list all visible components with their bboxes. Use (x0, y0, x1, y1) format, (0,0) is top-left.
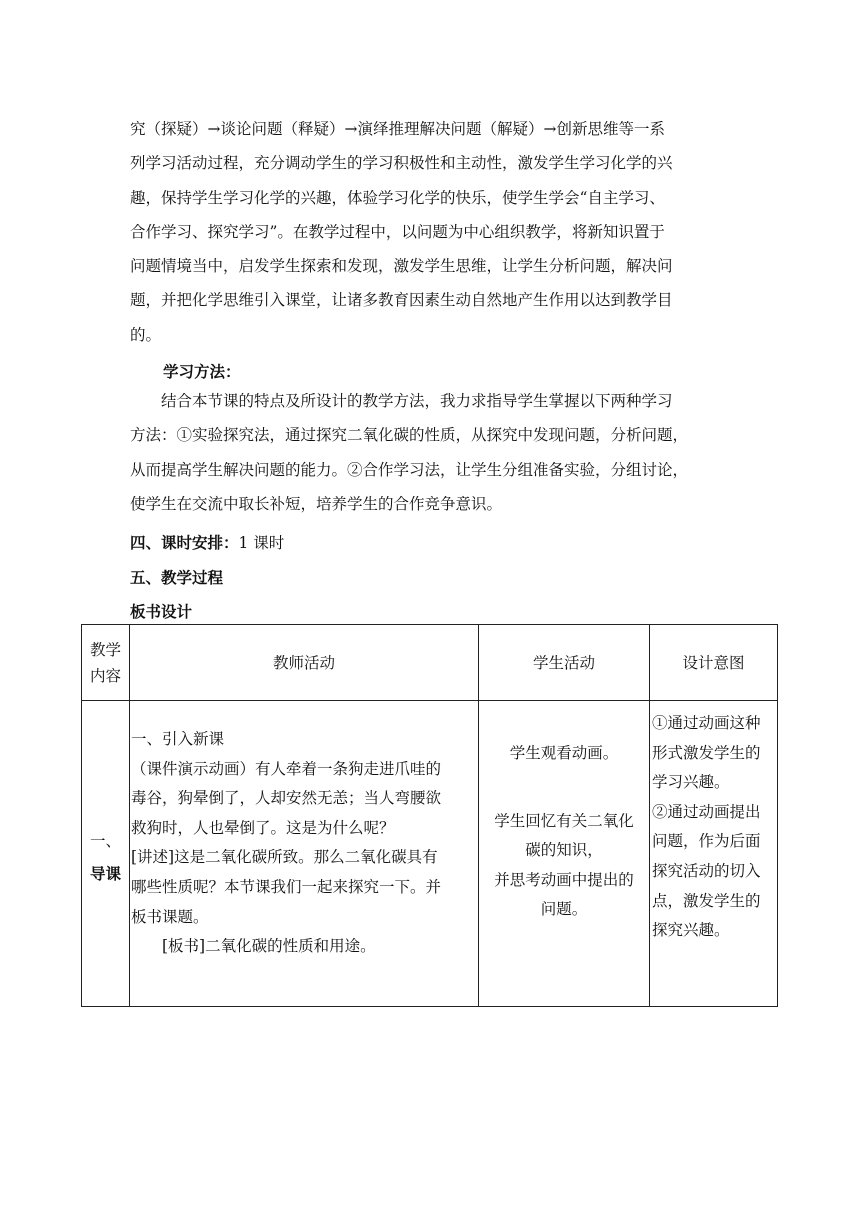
learning-method-heading: 学习方法： (163, 363, 241, 381)
teacher-line: 哪些性质呢？本节课我们一起来探究一下。并 (131, 877, 442, 896)
lesson-table (81, 624, 778, 1007)
learning-method-line: 结合本节课的特点及所设计的教学方法，我力求指导学生掌握以下两种学习 (161, 392, 673, 410)
section-cell (82, 701, 130, 1007)
teacher-line: 毒谷，狗晕倒了，人却安然无恙；当人弯腰欲 (131, 789, 442, 808)
teacher-line: [板书]二氧化碳的性质和用途。 (162, 937, 376, 956)
student-line: 碳的知识， (525, 841, 603, 860)
process-heading: 五、教学过程 (130, 569, 224, 587)
section-number: 一、 (89, 832, 121, 850)
teacher-line: 板书课题。 (131, 907, 209, 926)
teacher-line: 一、引入新课 (131, 730, 225, 748)
header-teacher-activity: 教师活动 (130, 625, 479, 701)
intro-line: 题，并把化学思维引入课堂，让诸多教育因素生动自然地产生作用以达到教学目 (130, 291, 673, 310)
learning-method-line: 使学生在交流中取长补短，培养学生的合作竞争意识。 (130, 494, 503, 513)
intro-line: 究（探疑）→谈论问题（释疑）→演绎推理解决问题（解疑）→创新思维等一系 (130, 120, 665, 138)
teacher-line: [讲述]这是二氧化碳所致。那么二氧化碳具有 (131, 848, 438, 867)
intent-line: 探究活动的切入 (652, 861, 761, 880)
intro-line: 的。 (130, 325, 162, 344)
student-activity-cell (479, 701, 650, 1007)
design-intent-cell (650, 701, 778, 1007)
intent-line: 点，激发学生的 (652, 891, 761, 910)
board-design-heading: 板书设计 (130, 603, 193, 621)
header-content-line: 内容 (89, 666, 121, 685)
section-name: 导课 (89, 865, 121, 883)
teacher-activity-cell (130, 701, 479, 1007)
table-header-row (82, 625, 778, 701)
teacher-line: （课件演示动画）有人牵着一条狗走进爪哇的 (131, 759, 442, 778)
header-teaching-content (82, 625, 130, 701)
student-line: 学生观看动画。 (509, 744, 619, 762)
student-line: 问题。 (540, 900, 588, 919)
student-line: 学生回忆有关二氧化 (494, 811, 634, 830)
header-design-intent: 设计意图 (650, 625, 778, 701)
intent-line: 问题，作为后面 (652, 832, 761, 851)
learning-method-line: 从而提高学生解决问题的能力。②合作学习法，让学生分组准备实验，分组讨论， (130, 460, 689, 479)
student-line: 并思考动画中提出的 (494, 870, 634, 889)
intent-line: ①通过动画这种 (652, 714, 761, 732)
table-row (82, 701, 778, 1007)
header-content-line: 教学 (89, 640, 121, 659)
intent-line: 学习兴趣。 (652, 773, 730, 792)
intro-line: 合作学习、探究学习”。在教学过程中，以问题为中心组织教学，将新知识置于 (130, 222, 665, 241)
intro-line: 列学习活动过程，充分调动学生的学习积极性和主动性，激发学生学习化学的兴 (130, 154, 673, 173)
learning-method-paragraph (130, 384, 745, 521)
schedule-value: 1 课时 (238, 534, 285, 552)
schedule-line (130, 531, 284, 555)
intro-line: 问题情境当中，启发学生探索和发现，激发学生思维，让学生分析问题，解决问 (130, 257, 673, 276)
teacher-line: 救狗时，人也晕倒了。这是为什么呢？ (131, 818, 395, 837)
intent-line: 探究兴趣。 (652, 921, 730, 940)
intent-line: 形式激发学生的 (652, 743, 761, 762)
header-student-activity: 学生活动 (479, 625, 650, 701)
learning-method-line: 方法：①实验探究法，通过探究二氧化碳的性质，从探究中发现问题，分析问题， (130, 426, 689, 445)
intent-line: ②通过动画提出 (652, 802, 761, 821)
schedule-label: 四、课时安排： (130, 534, 239, 552)
intro-line: 趣，保持学生学习化学的兴趣，体验学习化学的快乐，使学生学会“自主学习、 (130, 188, 665, 207)
intro-paragraph (130, 112, 745, 352)
